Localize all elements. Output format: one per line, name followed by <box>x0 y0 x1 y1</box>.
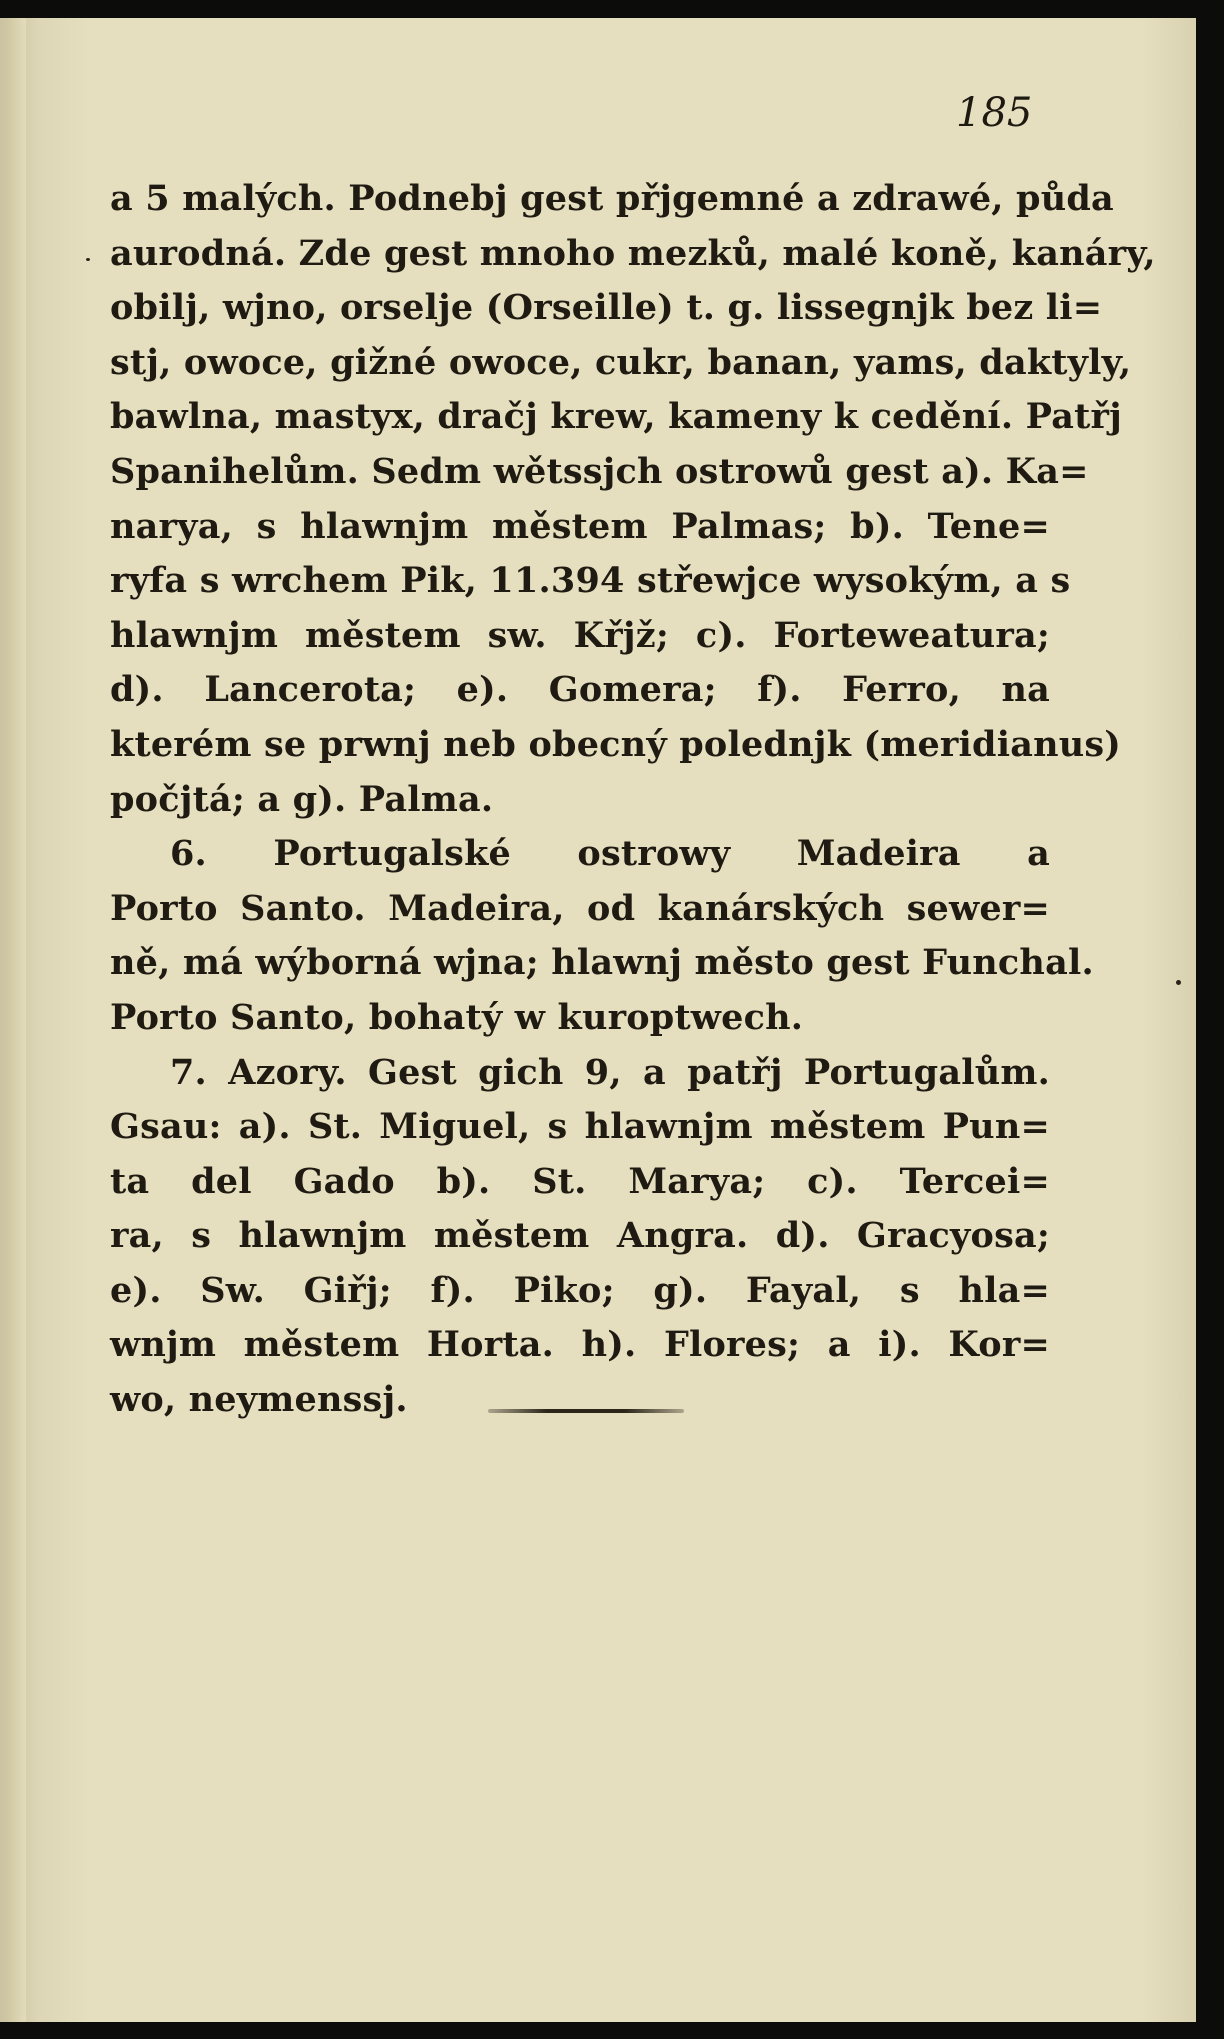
section-divider-rule <box>488 1409 684 1413</box>
text-line: kterém se prwnj neb obecný polednjk (meridianus) <box>110 723 1122 765</box>
text-line: aurodná. Zde gest mnoho mezků, malé koně, kanáry, <box>110 232 1156 274</box>
text-line: a 5 malých. Podnebj gest přjgemné a zdrawé, půda <box>110 178 1114 219</box>
text-line: stj, owoce, gižné owoce, cukr, banan, yams, daktyly, <box>110 341 1132 383</box>
page-number: 185 <box>956 90 1033 136</box>
text-line: ta del Gado b). St. Marya; c). Tercei= <box>110 1160 1050 1202</box>
ink-speck <box>1176 980 1181 985</box>
text-line: počjtá; a g). Palma. <box>110 778 494 820</box>
ink-speck <box>86 258 90 261</box>
text-line: Porto Santo, bohatý w kuroptwech. <box>110 996 804 1038</box>
text-line: bawlna, mastyx, dračj krew, kameny k cedění. Patřj <box>110 396 1122 438</box>
text-line: Spanihelům. Sedm wětssjch ostrowů gest a). Ka= <box>110 450 1089 492</box>
text-line: Porto Santo. Madeira, od kanárských sewer= <box>110 887 1050 929</box>
text-line: ně, má wýborná wjna; hlawnj město gest Funchal. <box>110 942 1094 984</box>
section-heading-line: 7. Azory. Gest gich 9, a patřj Portugalům. <box>170 1051 1050 1093</box>
text-line: narya, s hlawnjm městem Palmas; b). Tene= <box>110 505 1050 547</box>
body-text <box>110 172 1156 1428</box>
book-gutter <box>8 18 26 2022</box>
text-line: e). Sw. Giřj; f). Piko; g). Fayal, s hla= <box>110 1269 1050 1311</box>
text-line: wo, neymenssj. <box>110 1379 408 1421</box>
text-line: obilj, wjno, orselje (Orseille) t. g. lissegnjk bez li= <box>110 287 1103 329</box>
text-line: wnjm městem Horta. h). Flores; a i). Kor= <box>110 1324 1050 1366</box>
text-line: d). Lancerota; e). Gomera; f). Ferro, na <box>110 669 1050 711</box>
text-line: hlawnjm městem sw. Křjž; c). Forteweatura; <box>110 614 1050 656</box>
text-line: Gsau: a). St. Miguel, s hlawnjm městem Pun= <box>110 1106 1050 1148</box>
text-line: ryfa s wrchem Pik, 11.394 střewjce wysokým, a s <box>110 560 1071 602</box>
text-line: ra, s hlawnjm městem Angra. d). Gracyosa; <box>110 1215 1050 1257</box>
section-heading-line: 6. Portugalské ostrowy Madeira a <box>170 833 1050 875</box>
